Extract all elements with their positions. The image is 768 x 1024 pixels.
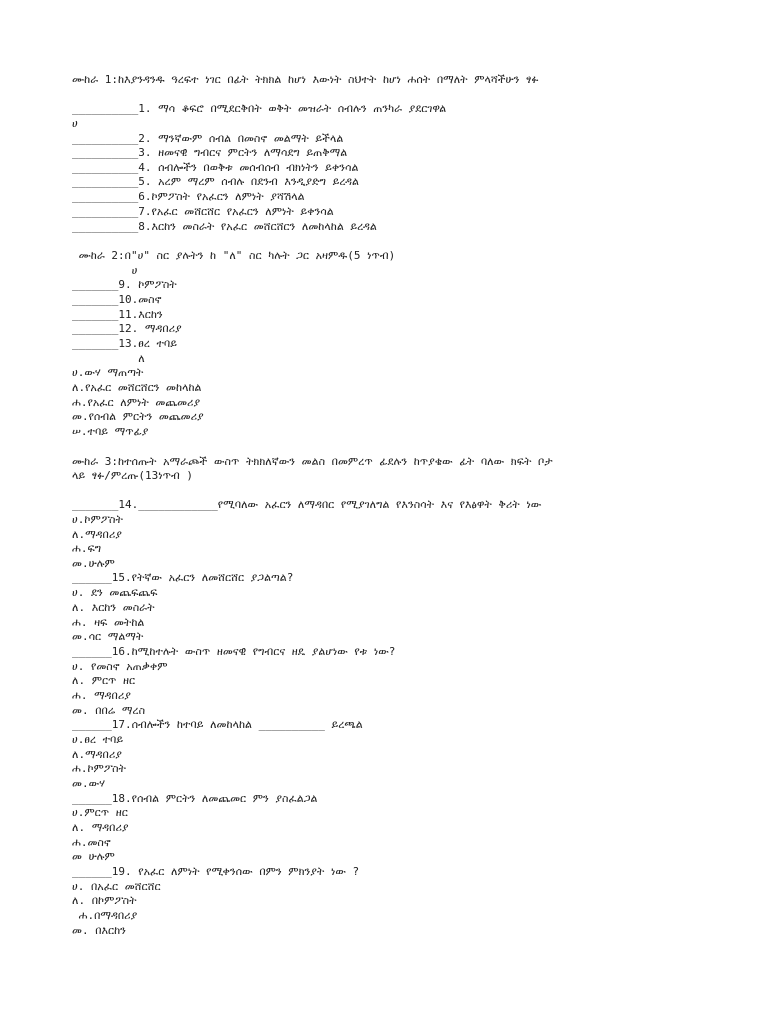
- q15-option-a: ሀ. ደን መጨፍጨፍ: [72, 586, 158, 599]
- section2-instruction: ሙከራ 2:በ"ሀ" ስር ያሉትን ከ "ለ" ስር ካሉት ጋር አዛምዱ(5 ነጥብ): [72, 249, 396, 262]
- question-1-continuation: ሀ: [72, 117, 78, 130]
- question-16: ______16.ከሚከተሉት ውስጥ ዘመናዊ የግብርና ዘዴ ያልሆነው የቱ ነው?: [72, 645, 396, 658]
- question-12: _______12. ማዳበሪያ: [72, 322, 182, 335]
- question-13: _______13.ፀረ ተባይ: [72, 337, 177, 350]
- question-1: __________1. ማሳ ቆፍሮ በሚደርቅበት ወቅት መዝራት ሰብሉን ጠንካራ ያደርገዋል: [72, 102, 447, 115]
- question-7: __________7.የአፈር መሸርሸር የአፈርን ለምነት ይቀንሳል: [72, 205, 334, 218]
- question-4: __________4. ሰብሎችን በወቅቱ መሰብሰብ ብክነትን ይቀንሳል: [72, 161, 359, 174]
- question-18: ______18.የሰብል ምርትን ለመጨመር ምን ያስፈልጋል: [72, 792, 318, 805]
- question-3: __________3. ዘመናዊ ግብርና ምርትን ለማሳደግ ይጠቅማል: [72, 146, 348, 159]
- question-19: ______19. የአፈር ለምነት የሚቀንሰው በምን ምክንያት ነው ?: [72, 865, 360, 878]
- q17-option-b: ለ.ማዳበሪያ: [72, 748, 122, 761]
- q17-option-a: ሀ.ፀረ ተባይ: [72, 733, 124, 746]
- q18-option-b: ለ. ማዳበሪያ: [72, 821, 129, 834]
- question-5: __________5. አረም ማረም ሰብሉ በደንብ እንዲያድግ ይረዳል: [72, 175, 359, 188]
- match-option-a: ሀ.ውሃ ማጠጣት: [72, 366, 144, 379]
- q19-option-c: ሐ.በማዳበሪያ: [72, 909, 138, 922]
- q15-option-d: መ.ሳር ማልማት: [72, 630, 144, 643]
- question-11: _______11.እርከን: [72, 308, 163, 321]
- match-option-c: ሐ.የአፈር ለምነት መጨመሪያ: [72, 396, 201, 409]
- column-a-header: ሀ: [72, 264, 138, 277]
- question-17: ______17.ሰብሎችን ከተባይ ለመከላከል __________ ይረጫል: [72, 718, 363, 731]
- match-option-d: መ.የሰብል ምርትን መጨመሪያ: [72, 410, 204, 423]
- q19-option-b: ለ. በኮምፖስት: [72, 894, 137, 907]
- section3-instruction: ሙከራ 3:ከተሰጡት አማራጮች ውስጥ ትክክለኛውን መልስ በመምረጥ ፊደሉን ከጥያቄው ፊት ባለው ክፍት ቦታ: [72, 455, 553, 468]
- q16-option-d: መ. በበሬ ማረስ: [72, 704, 146, 717]
- q14-option-c: ሐ.ፍግ: [72, 542, 102, 555]
- q14-option-d: መ.ሁሉም: [72, 557, 115, 570]
- q16-option-a: ሀ. የመስኖ አጠቃቀም: [72, 660, 168, 673]
- q16-option-c: ሐ. ማዳበሪያ: [72, 689, 131, 702]
- question-6: __________6.ኮምፖስት የአፈርን ለምነት ያሻሽላል: [72, 190, 305, 203]
- match-option-b: ለ.የአፈር መሸርሸርን መከላከል: [72, 381, 202, 394]
- q14-option-a: ሀ.ኮምፖስት: [72, 513, 123, 526]
- q17-option-d: መ.ውሃ: [72, 777, 106, 790]
- q19-option-d: መ. በእርከን: [72, 924, 126, 937]
- q18-option-c: ሐ.መስኖ: [72, 836, 111, 849]
- question-10: _______10.መስኖ: [72, 293, 162, 306]
- q17-option-c: ሐ.ኮምፖስት: [72, 762, 126, 775]
- match-option-e: ሠ.ተባይ ማጥፊያ: [72, 425, 149, 438]
- column-b-header: ለ: [72, 352, 145, 365]
- question-14: _______14.____________የሚባለው አፈርን ለማዳበር የሚያገለግል የእንስሳት እና የእፅዋት ቅሪት ነው: [72, 498, 542, 511]
- q15-option-b: ለ. እርከን መስራት: [72, 601, 155, 614]
- q14-option-b: ለ.ማዳበሪያ: [72, 528, 122, 541]
- q15-option-c: ሐ. ዛፍ መትከል: [72, 616, 145, 629]
- question-8: __________8.እርከን መስራት የአፈር መሸርሸርን ለመከላከል ይረዳል: [72, 220, 377, 233]
- q16-option-b: ለ. ምርጥ ዘር: [72, 674, 136, 687]
- question-9: _______9. ኮምፖስት: [72, 278, 177, 291]
- question-15: ______15.የትኛው አፈርን ለመሸርሸር ያጋልጣል?: [72, 571, 294, 584]
- question-2: __________2. ማንኛውም ሰብል በመስኖ መልማት ይችላል: [72, 132, 344, 145]
- section3-instruction-cont: ላይ ፃፉ/ምረጡ(13ነጥብ ): [72, 469, 193, 482]
- q18-option-d: መ ሁሉም: [72, 850, 115, 863]
- section1-instruction: ሙከራ 1:ከእያንዳንዱ ዓረፍተ ነገር በፊት ትክክል ከሆነ እውነት ስህተት ከሆነ ሐሰት በማለት ምላሻችሁን ፃፉ: [72, 73, 539, 86]
- q18-option-a: ሀ.ምርጥ ዘር: [72, 806, 128, 819]
- q19-option-a: ሀ. በአፈር መሸርሸር: [72, 880, 161, 893]
